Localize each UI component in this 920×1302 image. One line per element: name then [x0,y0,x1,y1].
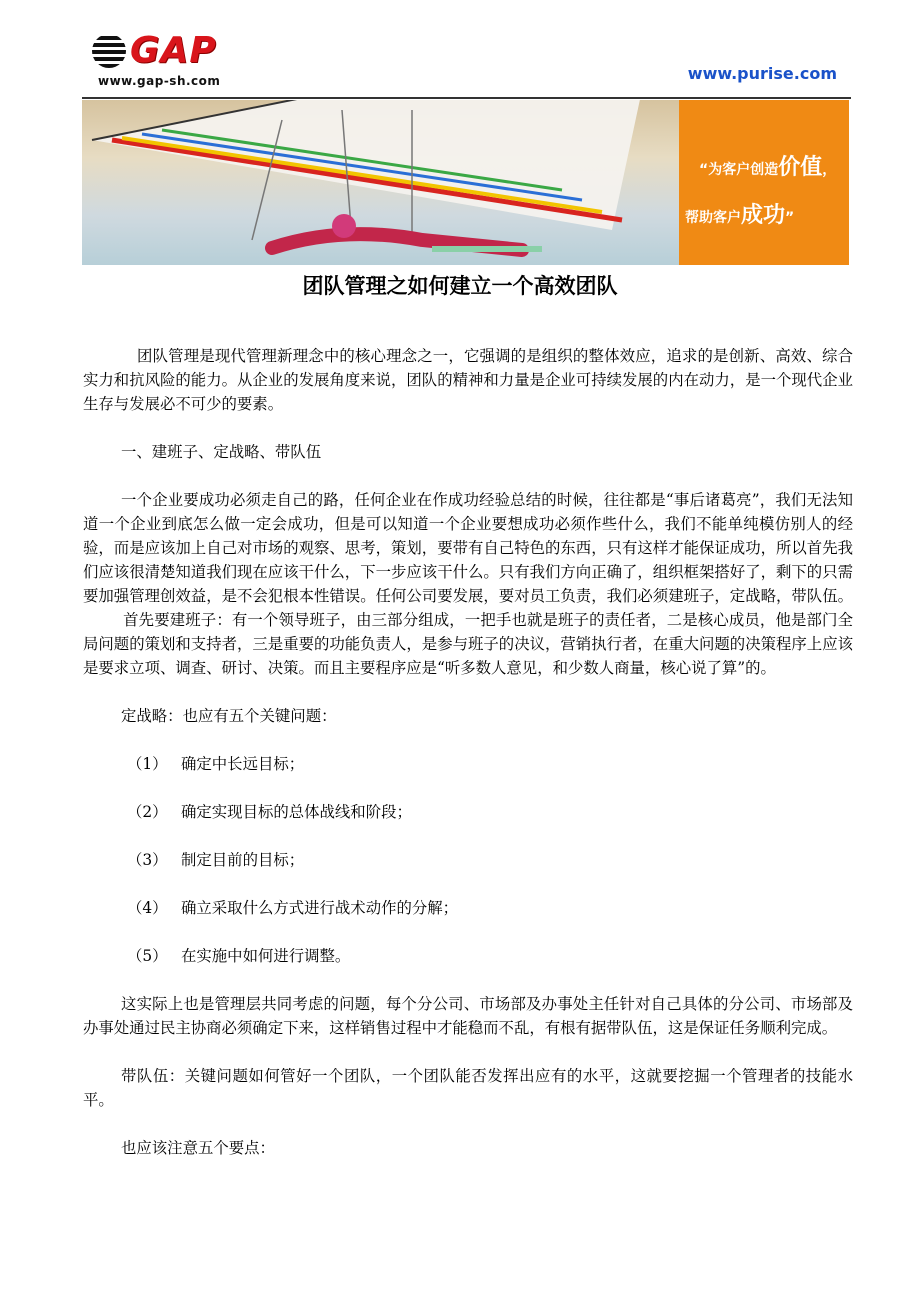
logo-url: www.gap-sh.com [98,74,221,88]
header-divider [82,97,851,99]
intro-paragraph: 团队管理是现代管理新理念中的核心理念之一，它强调的是组织的整体效应，追求的是创新、高效、综合实力和抗风险的能力。从企业的发展角度来说，团队的精神和力量是企业可持续发展的内在动力，是一个现代企业生存与发展必不可少的要素。 [83,347,853,413]
site-link[interactable]: www.purise.com [687,64,837,83]
banner [82,100,849,265]
strategy-intro: 定战略：也应有五个关键问题： [121,707,337,725]
slogan-line-2: 帮助客户成功” [685,203,795,228]
document-body [83,344,853,1184]
hang-glider-photo [82,100,679,265]
document-title: 团队管理之如何建立一个高效团队 [302,274,618,298]
globe-logo-icon [92,34,126,68]
list-item: （3） 制定目前的目标； [127,851,305,869]
list-item: （2） 确定实现目标的总体战线和阶段； [127,803,412,821]
list-item: （4） 确立采取什么方式进行战术动作的分解； [127,899,459,917]
team-paragraph: 一个企业要成功必须走自己的路，任何企业在作成功经验总结的时候，往往都是“事后诸葛亮”，我们无法知道一个企业到底怎么做一定会成功，但是可以知道一个企业要想成功必须作些什么，我们不能单纯模仿别人的经验，而是应该加上自己对市场的观察、思考，策划，要带有自己特色的东西，只有这样才能保证成功，所以首先我们应该很清楚知道我们现在应该干什么，下一步应该干什么。只有我们方向正确了，组织框架搭好了，剩下的只需要加强管理创效益，是不会犯根本性错误。任何公司要发展，要对员工负责，我们必须建班子，定战略，带队伍。首先要建班子：有一个领导班子，由三部分组成，一把手也就是班子的责任者，二是核心成员，他是部门全局问题的策划和支持者，三是重要的功能负责人，是参与班子的决议，营销执行者，在重大问题的决策程序上应该是要求立项、调查、研讨、决策。而且主要程序应是“听多数人意见，和少数人商量，核心说了算”的。 [83,491,853,677]
page-header [82,24,851,102]
list-item: （5） 在实施中如何进行调整。 [127,947,351,965]
gap-logo [92,28,242,90]
five-points-paragraph: 也应该注意五个要点： [121,1139,275,1157]
lead-team-paragraph: 带队伍：关键问题如何管好一个团队，一个团队能否发挥出应有的水平，这就要挖掘一个管理者的技能水平。 [83,1067,853,1109]
logo-wordmark: GAP [130,30,217,71]
section-heading: 一、建班子、定战略、带队伍 [121,443,322,461]
slogan-panel [679,100,849,265]
management-paragraph: 这实际上也是管理层共同考虑的问题，每个分公司、市场部及办事处主任针对自己具体的分公司、市场部及办事处通过民主协商必须确定下来，这样销售过程中才能稳而不乱，有根有据带队伍，这是保证任务顺利完成。 [83,995,853,1037]
list-item: （1） 确定中长远目标； [127,755,305,773]
slogan-line-1: “为客户创造价值， [699,155,837,180]
